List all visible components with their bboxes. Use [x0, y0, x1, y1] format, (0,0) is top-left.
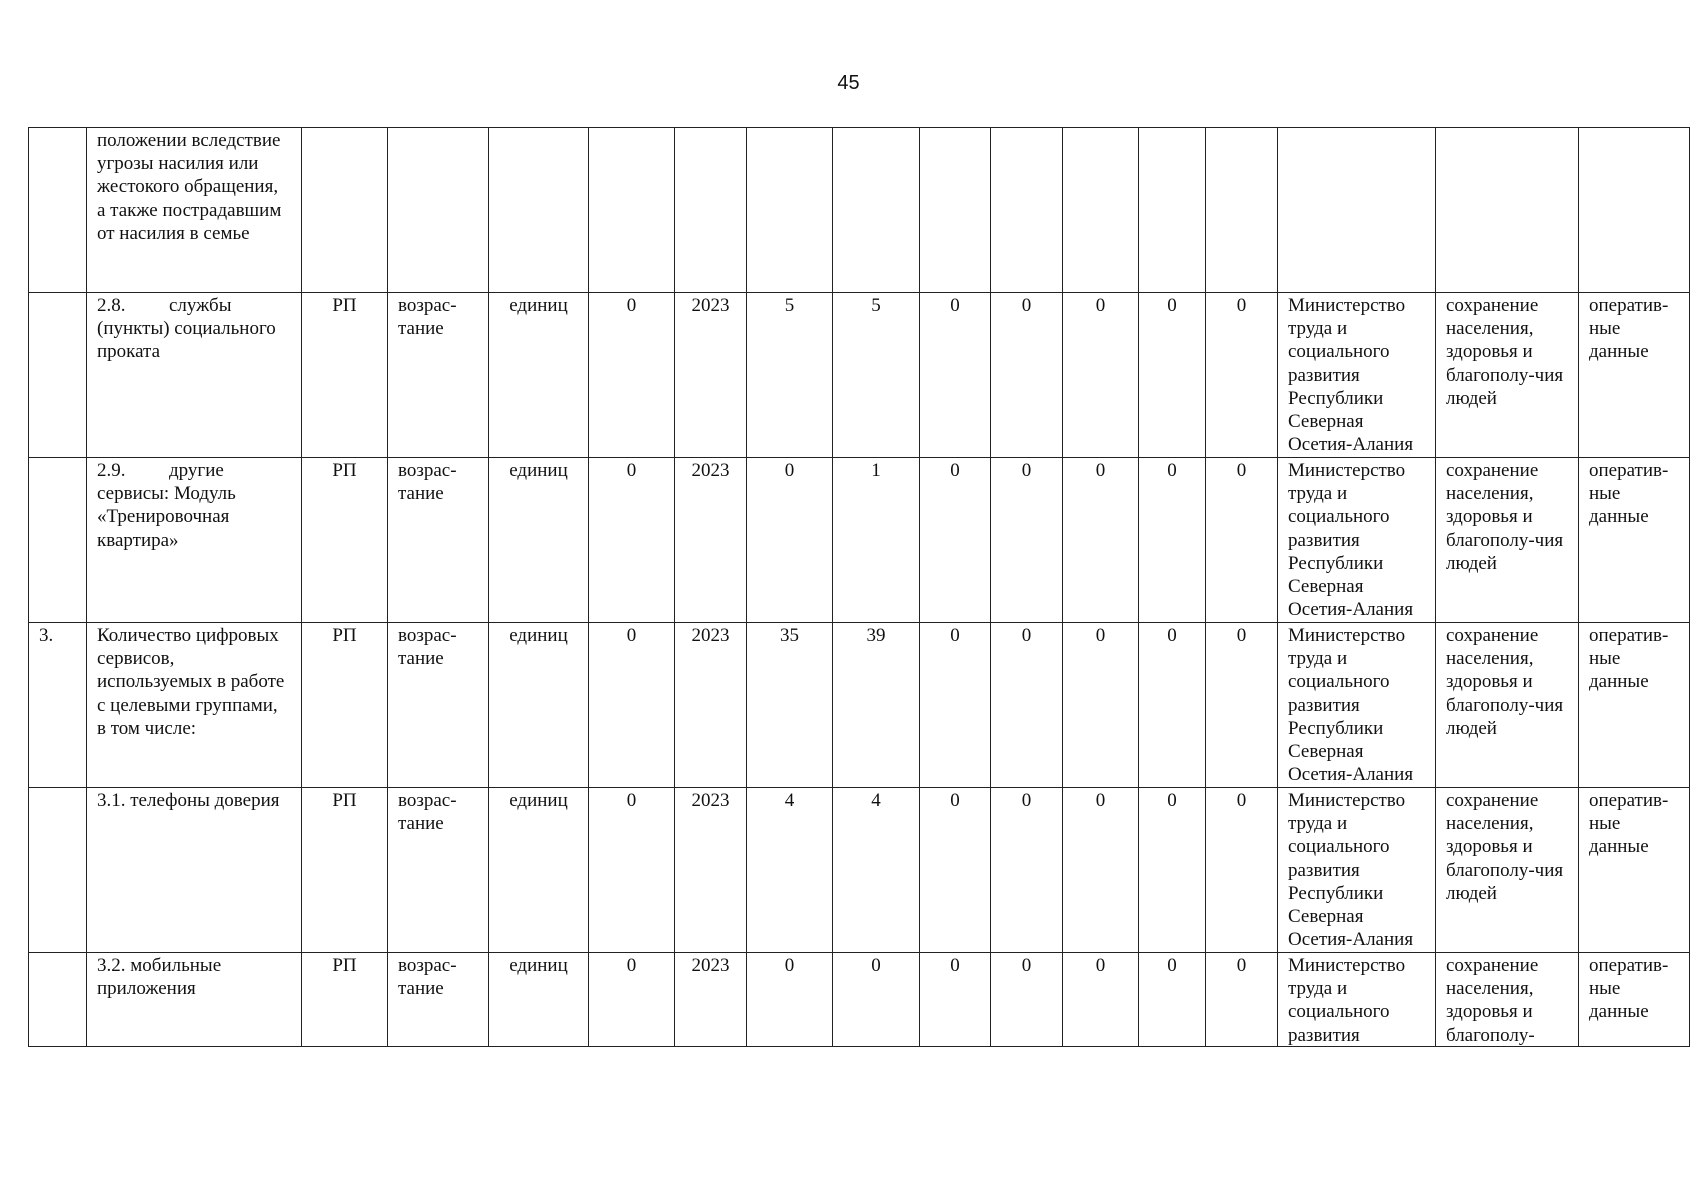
base-value-cell: 0 — [589, 623, 675, 788]
value-1-cell: 0 — [747, 458, 833, 623]
level-cell: РП — [302, 293, 388, 458]
base-year-cell: 2023 — [675, 953, 747, 1047]
value-3-cell: 0 — [920, 293, 991, 458]
value-3-cell: 0 — [920, 788, 991, 953]
page-number: 45 — [837, 72, 860, 94]
base-value-cell: 0 — [589, 788, 675, 953]
value-2-cell — [833, 128, 920, 293]
value-4-cell: 0 — [991, 953, 1063, 1047]
goal-text: сохранение населения, здоровья и благополу- — [1446, 955, 1539, 1046]
value-7-cell: 0 — [1206, 953, 1278, 1047]
base-year-cell: 2023 — [675, 788, 747, 953]
level-cell: РП — [302, 953, 388, 1047]
value-1-cell — [747, 128, 833, 293]
value-2-cell: 39 — [833, 623, 920, 788]
value-7-cell — [1206, 128, 1278, 293]
level-cell: РП — [302, 458, 388, 623]
row-number-cell: 3. — [29, 623, 87, 788]
table-row — [29, 458, 1690, 623]
value-1-cell: 5 — [747, 293, 833, 458]
indicator-name-cell: положении вследствие угрозы насилия или жестокого обращения, а также пострадавшим от насилия в семье — [87, 128, 302, 293]
indicator-name-cell: Количество цифровых сервисов, используемых в работе с целевыми группами, в том числе: — [87, 623, 302, 788]
value-3-cell: 0 — [920, 458, 991, 623]
value-7-cell: 0 — [1206, 458, 1278, 623]
level-cell: РП — [302, 788, 388, 953]
responsible-cell — [1278, 953, 1436, 1047]
value-7-cell: 0 — [1206, 788, 1278, 953]
value-3-cell: 0 — [920, 953, 991, 1047]
goal-cell — [1436, 953, 1579, 1047]
table-row — [29, 788, 1690, 953]
value-6-cell: 0 — [1139, 953, 1206, 1047]
responsible-cell: Министерство труда и социального развития Республики Северная Осетия-Алания — [1278, 788, 1436, 953]
source-cell: оператив-ные данные — [1579, 788, 1690, 953]
source-cell: оператив-ные данные — [1579, 623, 1690, 788]
value-6-cell: 0 — [1139, 788, 1206, 953]
goal-cell: сохранение населения, здоровья и благополу-чия людей — [1436, 788, 1579, 953]
value-2-cell: 0 — [833, 953, 920, 1047]
value-1-cell: 4 — [747, 788, 833, 953]
unit-cell: единиц — [489, 953, 589, 1047]
base-value-cell: 0 — [589, 293, 675, 458]
value-1-cell: 0 — [747, 953, 833, 1047]
indicator-name: службы (пункты) социального проката — [97, 295, 276, 363]
base-year-cell: 2023 — [675, 623, 747, 788]
unit-cell: единиц — [489, 458, 589, 623]
source-cell — [1579, 128, 1690, 293]
value-6-cell — [1139, 128, 1206, 293]
goal-cell: сохранение населения, здоровья и благополу-чия людей — [1436, 458, 1579, 623]
table-row — [29, 953, 1690, 1047]
indicator-name-cell: 3.1. телефоны доверия — [87, 788, 302, 953]
value-5-cell — [1063, 128, 1139, 293]
goal-cell — [1436, 128, 1579, 293]
trend-cell: возрас-тание — [388, 458, 489, 623]
value-5-cell: 0 — [1063, 953, 1139, 1047]
indicators-table — [28, 127, 1690, 1047]
indicator-name-cell — [87, 458, 302, 623]
trend-cell: возрас-тание — [388, 788, 489, 953]
indicator-number: 2.8. — [97, 295, 126, 316]
value-2-cell: 1 — [833, 458, 920, 623]
table-row — [29, 128, 1690, 293]
base-year-cell: 2023 — [675, 458, 747, 623]
responsible-cell: Министерство труда и социального развития Республики Северная Осетия-Алания — [1278, 293, 1436, 458]
value-2-cell: 5 — [833, 293, 920, 458]
trend-cell: возрас-тание — [388, 953, 489, 1047]
unit-cell: единиц — [489, 623, 589, 788]
row-number-cell — [29, 788, 87, 953]
value-7-cell: 0 — [1206, 623, 1278, 788]
base-value-cell: 0 — [589, 458, 675, 623]
indicator-name-cell — [87, 293, 302, 458]
row-number-cell — [29, 953, 87, 1047]
row-number-cell — [29, 128, 87, 293]
source-cell: оператив-ные данные — [1579, 953, 1690, 1047]
indicator-name-cell: 3.2. мобильные приложения — [87, 953, 302, 1047]
unit-cell: единиц — [489, 293, 589, 458]
value-5-cell: 0 — [1063, 788, 1139, 953]
responsible-cell: Министерство труда и социального развития Республики Северная Осетия-Алания — [1278, 458, 1436, 623]
value-6-cell: 0 — [1139, 458, 1206, 623]
value-4-cell: 0 — [991, 293, 1063, 458]
goal-cell: сохранение населения, здоровья и благополу-чия людей — [1436, 293, 1579, 458]
source-cell: оператив-ные данные — [1579, 458, 1690, 623]
trend-cell — [388, 128, 489, 293]
indicator-number: 2.9. — [97, 460, 126, 481]
value-2-cell: 4 — [833, 788, 920, 953]
value-4-cell — [991, 128, 1063, 293]
responsible-cell — [1278, 128, 1436, 293]
responsible-cell: Министерство труда и социального развития Республики Северная Осетия-Алания — [1278, 623, 1436, 788]
base-value-cell — [589, 128, 675, 293]
value-1-cell: 35 — [747, 623, 833, 788]
table-row — [29, 293, 1690, 458]
value-3-cell: 0 — [920, 623, 991, 788]
base-year-cell — [675, 128, 747, 293]
goal-cell: сохранение населения, здоровья и благополу-чия людей — [1436, 623, 1579, 788]
value-7-cell: 0 — [1206, 293, 1278, 458]
value-5-cell: 0 — [1063, 293, 1139, 458]
row-number-cell — [29, 293, 87, 458]
value-5-cell: 0 — [1063, 458, 1139, 623]
value-4-cell: 0 — [991, 458, 1063, 623]
unit-cell: единиц — [489, 788, 589, 953]
value-3-cell — [920, 128, 991, 293]
value-5-cell: 0 — [1063, 623, 1139, 788]
value-6-cell: 0 — [1139, 293, 1206, 458]
base-value-cell: 0 — [589, 953, 675, 1047]
table-row — [29, 623, 1690, 788]
source-cell: оператив-ные данные — [1579, 293, 1690, 458]
base-year-cell: 2023 — [675, 293, 747, 458]
row-number-cell — [29, 458, 87, 623]
trend-cell: возрас-тание — [388, 293, 489, 458]
trend-cell: возрас-тание — [388, 623, 489, 788]
unit-cell — [489, 128, 589, 293]
value-4-cell: 0 — [991, 623, 1063, 788]
responsible-text: Министерство труда и социального развития — [1288, 955, 1406, 1046]
value-6-cell: 0 — [1139, 623, 1206, 788]
indicator-name: другие сервисы: Модуль «Тренировочная квартира» — [97, 460, 236, 551]
level-cell: РП — [302, 623, 388, 788]
value-4-cell: 0 — [991, 788, 1063, 953]
level-cell — [302, 128, 388, 293]
